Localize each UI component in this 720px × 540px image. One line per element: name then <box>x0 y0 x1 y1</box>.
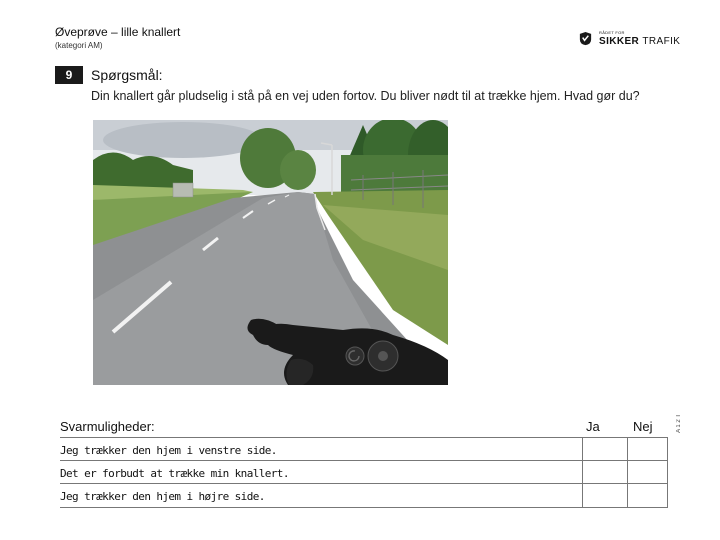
logo-mark-icon <box>578 31 593 46</box>
question-label: Spørgsmål: <box>91 67 163 83</box>
answer-2-no-checkbox[interactable] <box>627 461 668 484</box>
answer-text: Jeg trækker den hjem i højre side. <box>60 490 265 503</box>
answer-row <box>60 484 668 508</box>
answer-2-yes-checkbox[interactable] <box>582 461 627 484</box>
question-number: 9 <box>55 66 83 84</box>
page-subtitle: (kategori AM) <box>55 41 103 50</box>
road-photo <box>93 120 448 385</box>
answer-table <box>60 437 668 508</box>
logo-text: SIKKER TRAFIK <box>599 36 681 47</box>
answer-1-no-checkbox[interactable] <box>627 438 668 460</box>
yes-column-header: Ja <box>586 419 600 434</box>
answer-text: Det er forbudt at trække min knallert. <box>60 466 289 480</box>
question-text: Din knallert går pludselig i stå på en vej uden fortov. Du bliver nødt til at trække hjem. Hvad gør du? <box>91 89 640 103</box>
answer-row <box>60 461 668 485</box>
answers-heading: Svarmuligheder: <box>60 419 155 434</box>
page-title: Øveprøve – lille knallert <box>55 25 181 39</box>
logo-small-text: RÅDET FOR <box>599 30 625 35</box>
answer-row <box>60 437 668 461</box>
answer-3-yes-checkbox[interactable] <box>582 484 627 507</box>
answer-3-no-checkbox[interactable] <box>627 484 668 507</box>
no-column-header: Nej <box>633 419 653 434</box>
answer-1-yes-checkbox[interactable] <box>582 438 627 460</box>
question-code: A 1 2 T <box>676 414 682 433</box>
sikker-trafik-logo <box>578 30 681 48</box>
answer-text: Jeg trækker den hjem i venstre side. <box>60 444 277 457</box>
